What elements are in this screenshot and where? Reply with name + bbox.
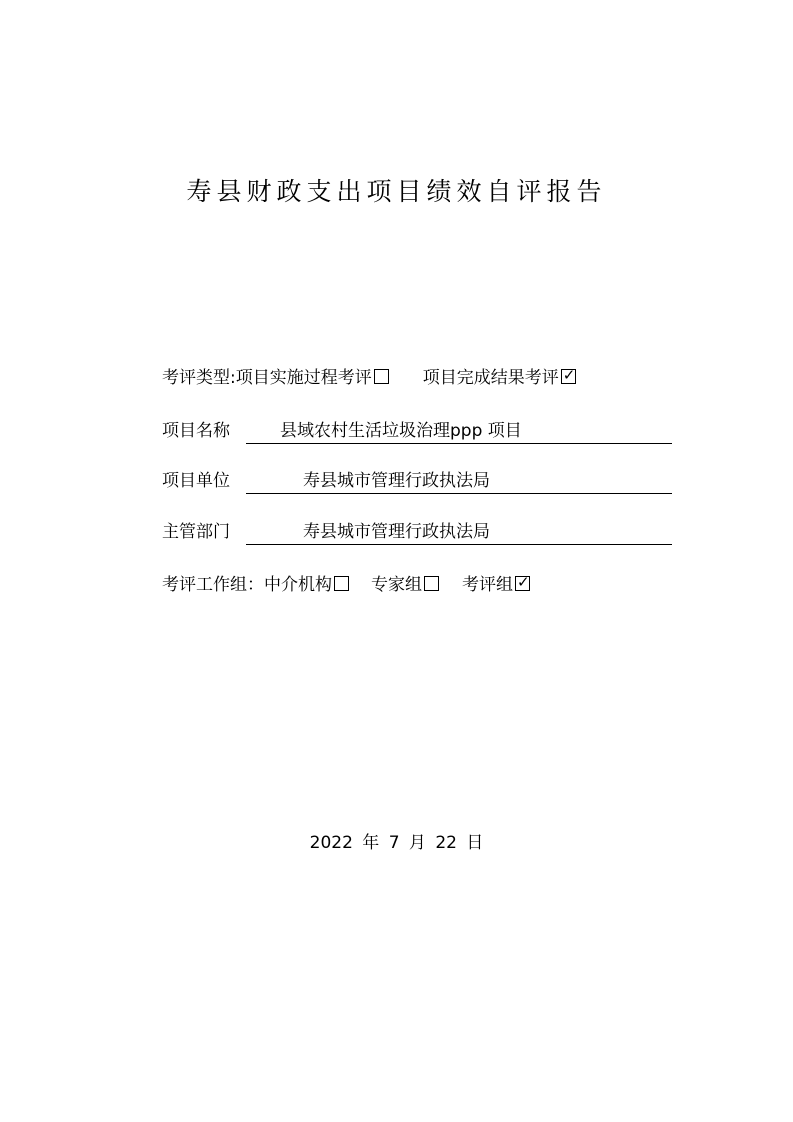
checkmark-icon: ✓ (562, 366, 576, 384)
report-title: 寿县财政支出项目绩效自评报告 (186, 177, 607, 206)
eval-type-result-checkbox[interactable] (561, 366, 576, 384)
project-name-row (162, 419, 674, 443)
supervisor-value: 寿县城市管理行政执法局 (303, 522, 490, 542)
eval-type-row (162, 366, 576, 390)
work-group-eval-checkbox[interactable] (515, 573, 530, 591)
report-date: 2022 年 7 月 22 日 (309, 833, 484, 853)
eval-type-option-process: 项目实施过程考评 (235, 368, 372, 388)
checkmark-icon: ✓ (517, 573, 530, 591)
project-name-value: 县域农村生活垃圾治理ppp 项目 (280, 421, 522, 441)
project-unit-value: 寿县城市管理行政执法局 (303, 471, 490, 491)
supervisor-label: 主管部门 (162, 522, 230, 542)
work-group-experts-checkbox[interactable] (424, 576, 439, 591)
project-unit-row (162, 469, 674, 493)
work-group-label: 考评工作组： (162, 575, 264, 595)
eval-type-option-result: 项目完成结果考评 (422, 368, 559, 388)
work-group-agency-checkbox[interactable] (334, 576, 349, 591)
project-unit-field (246, 469, 672, 494)
work-group-row (162, 573, 530, 597)
work-group-option-eval: 考评组 (462, 575, 513, 595)
supervisor-field (246, 520, 672, 545)
supervisor-row (162, 520, 674, 544)
work-group-option-experts: 专家组 (371, 575, 422, 595)
eval-type-label: 考评类型: (162, 368, 236, 388)
work-group-option-agency: 中介机构 (264, 575, 332, 595)
project-unit-label: 项目单位 (162, 471, 230, 491)
project-name-label: 项目名称 (162, 421, 230, 441)
project-name-field (246, 419, 672, 444)
eval-type-process-checkbox[interactable] (374, 369, 389, 384)
